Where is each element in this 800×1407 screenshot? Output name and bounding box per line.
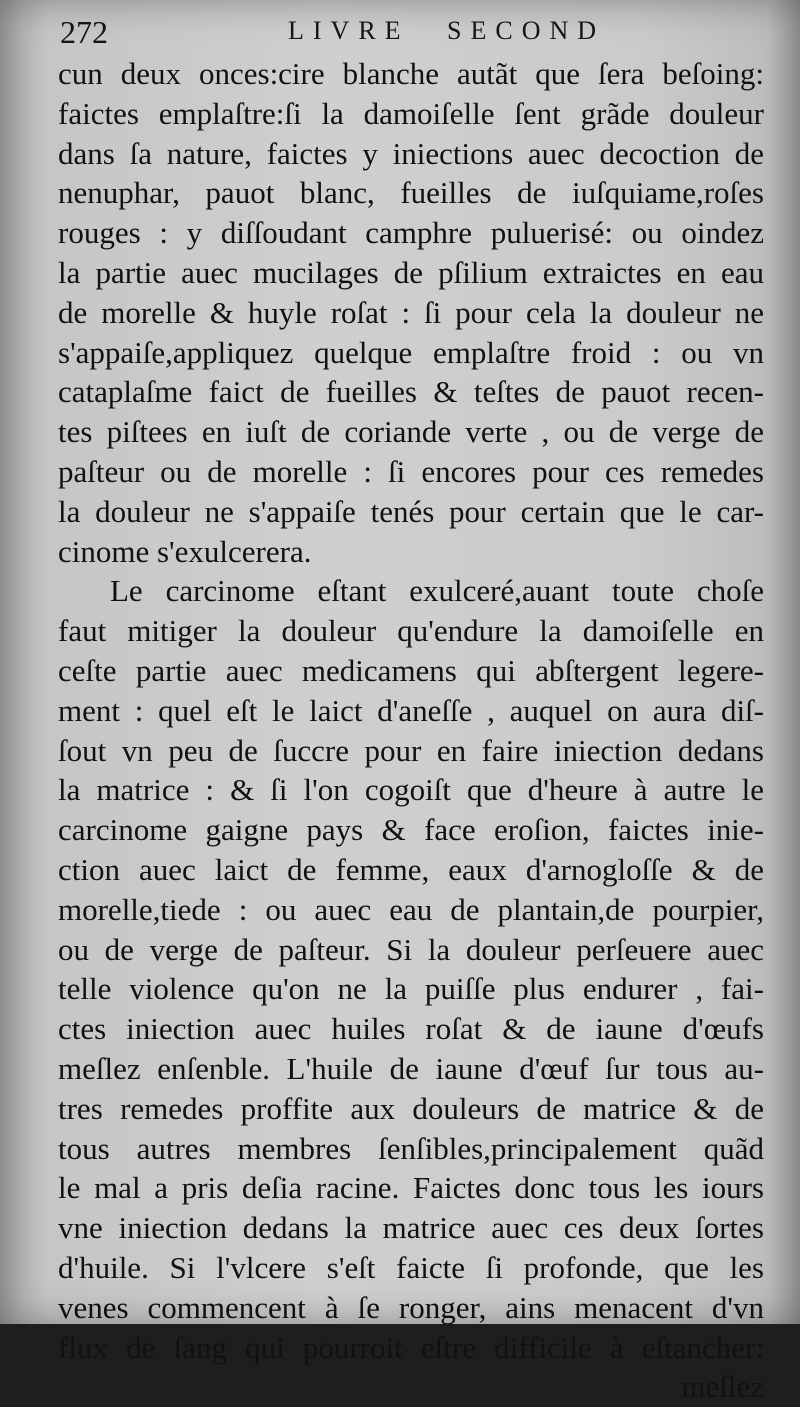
text-line: telle violence qu'on ne la puiſſe plus endurer , fai- xyxy=(58,971,764,1007)
text-line: faictes emplaſtre:ſi la damoiſelle ſent grãde douleur xyxy=(58,95,764,131)
text-line: cun deux onces:cire blanche autãt que ſera beſoing: xyxy=(58,56,764,91)
text-line: le mal a pris deſia racine. Faictes donc tous les iours xyxy=(58,1170,764,1206)
text-line: Le carcinome eſtant exulceré,auant toute choſe xyxy=(110,573,764,609)
text-line: tous autres membres ſenſibles,principalement quãd xyxy=(58,1130,764,1166)
text-line: ſout vn peu de ſuccre pour en faire iniection dedans xyxy=(58,732,764,768)
running-title: LIVRE SECOND xyxy=(288,16,606,45)
text-line: vne iniection dedans la matrice auec ces deux ſortes xyxy=(58,1210,764,1246)
text-line: tes piſtees en iuſt de coriande verte , ou de verge de xyxy=(58,414,764,450)
text-line: faut mitiger la douleur qu'endure la damoiſelle en xyxy=(58,613,764,649)
text-line: tres remedes proffite aux douleurs de matrice & de xyxy=(58,1090,764,1126)
page-number: 272 xyxy=(60,14,108,50)
text-line: morelle,tiede : ou auec eau de plantain,de pourpier, xyxy=(58,891,764,927)
text-line: ment : quel eſt le laict d'aneſſe , auquel on aura diſ- xyxy=(58,692,764,728)
text-line: la partie auec mucilages de pſilium extraictes en eau xyxy=(58,254,764,290)
text-line: ction auec laict de femme, eaux d'arnogloſſe & de xyxy=(58,851,764,887)
page-header xyxy=(60,14,760,54)
body-text xyxy=(58,54,764,1407)
text-line: ceſte partie auec medicamens qui abſtergent legere- xyxy=(58,652,764,688)
text-line: dans ſa nature, faictes y iniections auec decoction de xyxy=(58,135,764,171)
text-line: nenuphar, pauot blanc, fueilles de iuſquiame,roſes xyxy=(58,175,764,211)
text-line: s'appaiſe,appliquez quelque emplaſtre froid : ou vn xyxy=(58,334,764,370)
text-line: flux de ſang qui pourroit eſtre difficile à eſtancher: xyxy=(58,1329,764,1365)
text-line: cataplaſme faict de fueilles & teſtes de pauot recen- xyxy=(58,374,764,410)
text-line: ctes iniection auec huiles roſat & de iaune d'œufs xyxy=(58,1011,764,1047)
text-line: ou de verge de paſteur. Si la douleur perſeuere auec xyxy=(58,931,764,967)
text-line: paſteur ou de morelle : ſi encores pour ces remedes xyxy=(58,453,764,489)
text-line: de morelle & huyle roſat : ſi pour cela la douleur ne xyxy=(58,294,764,330)
text-line: la matrice : & ſi l'on cogoiſt que d'heure à autre le xyxy=(58,772,764,808)
text-line: cinome s'exulcerera. xyxy=(58,533,312,569)
text-line: meſlez enſenble. L'huile de iaune d'œuf ſur tous au- xyxy=(58,1050,764,1086)
text-line: d'huile. Si l'vlcere s'eſt faicte ſi profonde, que les xyxy=(58,1249,764,1285)
text-line: venes commencent à ſe ronger, ains menacent d'vn xyxy=(58,1289,764,1325)
text-line: carcinome gaigne pays & face eroſion, faictes inie- xyxy=(58,812,764,848)
text-line: rouges : y diſſoudant camphre puluerisé: ou oindez xyxy=(58,215,764,251)
text-line: la douleur ne s'appaiſe tenés pour certain que le car- xyxy=(58,493,764,529)
catchword: meſlez xyxy=(681,1369,764,1405)
